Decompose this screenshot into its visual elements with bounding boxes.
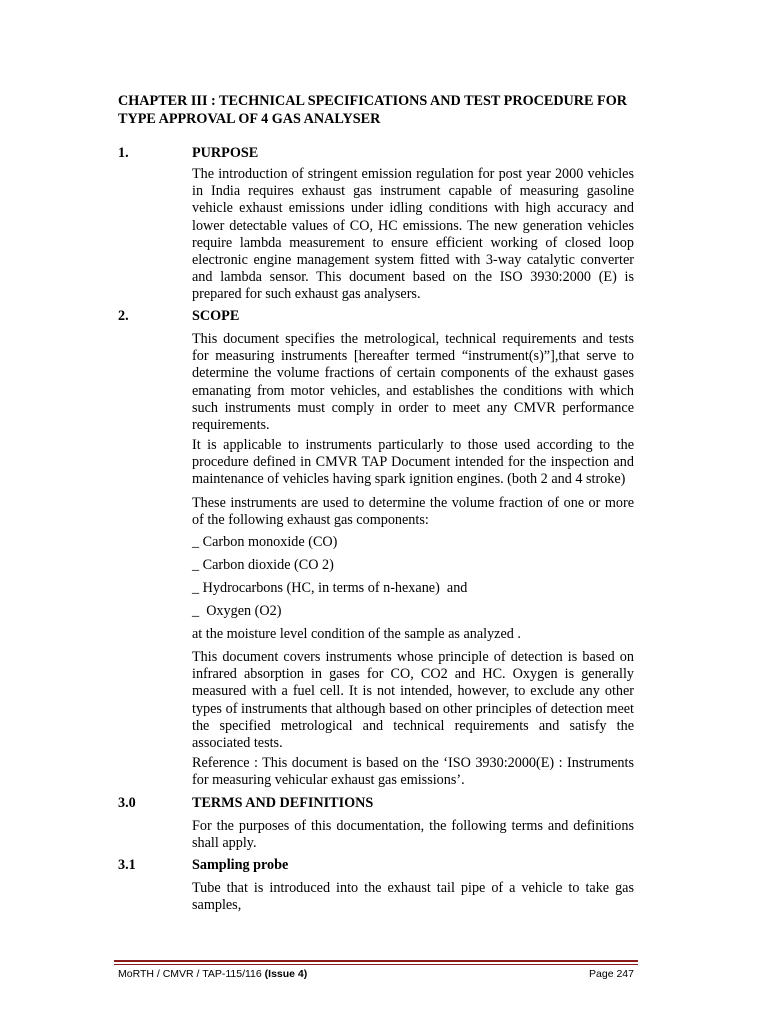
section-3-heading: TERMS AND DEFINITIONS xyxy=(192,795,374,811)
scope-paragraph-5: This document covers instruments whose principle of detection is based on infrared absorption in gases for CO, CO2 and HC. Oxygen is generally measured with a fuel cell. It is not intended, however, to exclude any other types of instruments that although based on other principles of detection meet the specified metrological and technical requirements and satisfy the associated tests. xyxy=(192,649,634,752)
section-1-heading: PURPOSE xyxy=(192,145,259,161)
terms-paragraph: For the purposes of this documentation, the following terms and definitions shall apply. xyxy=(192,818,634,852)
sampling-probe-paragraph: Tube that is introduced into the exhaust tail pipe of a vehicle to take gas samples, xyxy=(192,880,634,914)
purpose-paragraph: The introduction of stringent emission regulation for post year 2000 vehicles in India requires exhaust gas instrument capable of measuring gasoline vehicle exhaust emissions under idling conditions with high accuracy and lower detectable values of CO, HC emissions. The new generation vehicles require lambda measurement to ensure efficient working of closed loop electronic engine management system fitted with 3-way catalytic converter and lambda sensor. This document based on the ISO 3930:2000 (E) is prepared for such exhaust gas analysers. xyxy=(192,166,634,303)
footer-rule-thin xyxy=(114,964,638,965)
section-3-number: 3.0 xyxy=(118,795,136,811)
scope-paragraph-2: It is applicable to instruments particularly to those used according to the procedure defined in CMVR TAP Document intended for the inspection and maintenance of vehicles having spark ignition engines. (both 2 and 4 stroke) xyxy=(192,437,634,488)
footer-rule xyxy=(114,960,638,962)
section-1-number: 1. xyxy=(118,145,129,161)
chapter-title: CHAPTER III : TECHNICAL SPECIFICATIONS AND TEST PROCEDURE FOR TYPE APPROVAL OF 4 GAS ANALYSER xyxy=(118,93,628,127)
section-2-heading: SCOPE xyxy=(192,308,240,324)
footer-issue: (Issue 4) xyxy=(264,968,308,980)
gas-list-item-o2: _ Oxygen (O2) xyxy=(192,603,282,619)
scope-paragraph-1: This document specifies the metrological, technical requirements and tests for measuring instruments [hereafter termed “instrument(s)”],that serve to determine the volume fractions of certain components of the exhaust gases emanating from motor vehicles, and establishes the conditions with which such instruments must comply in order to meet any CMVR performance requirements. xyxy=(192,331,634,434)
gas-list-item-hc: _ Hydrocarbons (HC, in terms of n-hexane) and xyxy=(192,580,468,596)
gas-list-item-co2: _ Carbon dioxide (CO 2) xyxy=(192,557,334,573)
footer-document-id xyxy=(118,968,307,981)
section-2-number: 2. xyxy=(118,308,129,324)
gas-list-item-co: _ Carbon monoxide (CO) xyxy=(192,534,338,550)
scope-paragraph-4: at the moisture level condition of the sample as analyzed . xyxy=(192,626,521,642)
footer-doc-code: MoRTH / CMVR / TAP-115/116 xyxy=(118,968,265,980)
section-3-1-number: 3.1 xyxy=(118,857,136,873)
section-3-1-heading: Sampling probe xyxy=(192,857,289,873)
scope-paragraph-3: These instruments are used to determine the volume fraction of one or more of the following exhaust gas components: xyxy=(192,495,634,529)
footer-page-number: Page 247 xyxy=(589,968,634,980)
scope-paragraph-6: Reference : This document is based on the ‘ISO 3930:2000(E) : Instruments for measuring vehicular exhaust gas emissions’. xyxy=(192,755,634,789)
